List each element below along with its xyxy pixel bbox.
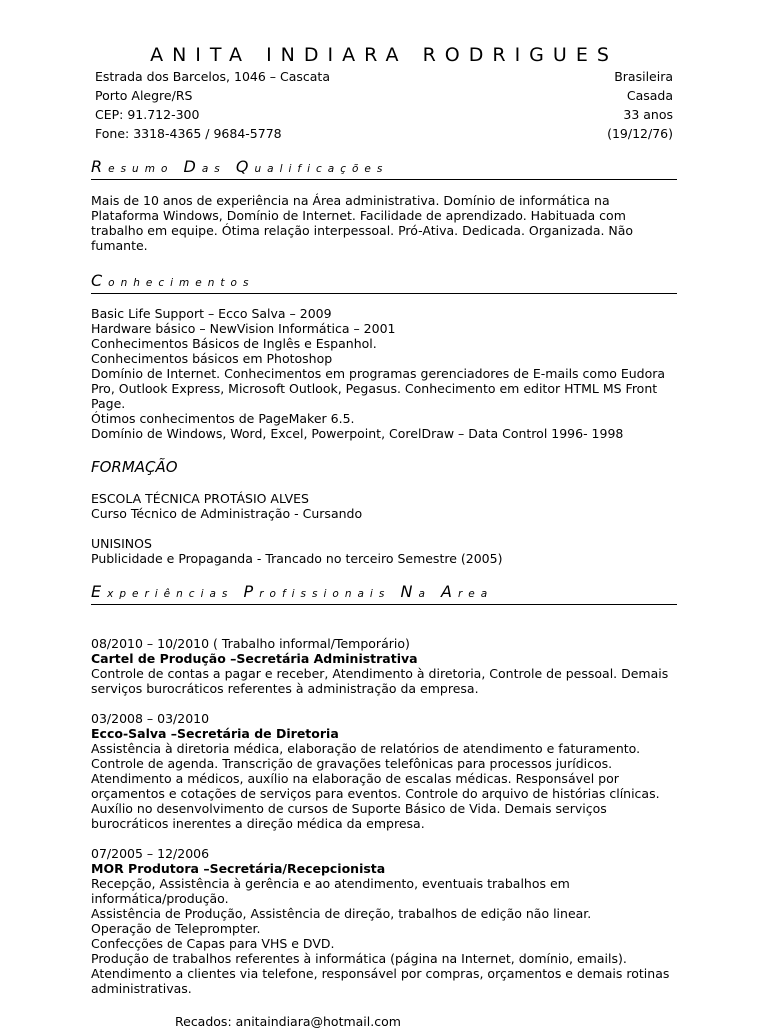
list-item: Domínio de Internet. Conhecimentos em programas gerenciadores de E-mails como Eudora Pro, Outlook Express, Microsoft Outlook, Pegasus. Conhecimento em editor HTML MS Front Page. [91, 366, 666, 411]
list-item: Conhecimentos básicos em Photoshop [91, 351, 333, 366]
job-title: Ecco-Salva –Secretária de Diretoria [91, 726, 339, 741]
section-heading-formacao: FORMAÇÃO [91, 458, 178, 476]
job-description-line: Operação de Teleprompter. [91, 921, 261, 936]
list-item: Ótimos conhecimentos de PageMaker 6.5. [91, 411, 355, 426]
section-heading-experiencias: Experiências Profissionais Na Area [91, 583, 677, 605]
cep-line: CEP: 91.712-300 [95, 107, 200, 122]
job-description-line: Assistência de Produção, Assistência de direção, trabalhos de edição não linear. [91, 906, 592, 921]
resumo-text: Mais de 10 anos de experiência na Área administrativa. Domínio de informática na Plataforma Windows, Domínio de Internet. Facilidade de aprendizado. Habituada com trabalho em equipe. Ótima relação interpessoal. Pró-Ativa. Dedicada. Organizada. Não fumante. [91, 193, 634, 253]
address-line: Estrada dos Barcelos, 1046 – Cascata [95, 69, 330, 84]
job-description-line: Confecções de Capas para VHS e DVD. [91, 936, 335, 951]
experiencias-list [91, 636, 677, 996]
footer-contact: Recados: anitaindiara@hotmail.com [175, 1014, 401, 1029]
school-name: ESCOLA TÉCNICA PROTÁSIO ALVES [91, 491, 309, 506]
list-item: Hardware básico – NewVision Informática – 2001 [91, 321, 396, 336]
job-description-line: Recepção, Assistência à gerência e ao atendimento, eventuais trabalhos em informática/produção. [91, 876, 570, 906]
section-heading-conhecimentos: Conhecimentos [91, 272, 677, 294]
school-name: UNISINOS [91, 536, 152, 551]
birth-date: (19/12/76) [607, 126, 673, 141]
job-period: 07/2005 – 12/2006 [91, 846, 210, 861]
job-title: MOR Produtora –Secretária/Recepcionista [91, 861, 386, 876]
job-period: 08/2010 – 10/2010 ( Trabalho informal/Temporário) [91, 636, 410, 651]
course-name: Curso Técnico de Administração - Cursando [91, 506, 363, 521]
list-item: Domínio de Windows, Word, Excel, Powerpoint, CorelDraw – Data Control 1996- 1998 [91, 426, 624, 441]
formacao-list [91, 491, 677, 566]
city-line: Porto Alegre/RS [95, 88, 193, 103]
marital-status: Casada [626, 88, 673, 103]
candidate-name: ANITA INDIARA RODRIGUES [150, 44, 618, 66]
job-description: Assistência à diretoria médica, elaboração de relatórios de atendimento e faturamento. Controle de agenda. Transcrição de gravações telefônicas para processos jurídicos. Atendimento a médicos, auxílio na elaboração de escalas médicas. Responsável por orçamentos e cotações de serviços para eventos. Controle do arquivo de histórias clínicas. Auxílio no desenvolvimento de cursos de Suporte Básico de Vida. Demais serviços burocráticos inerentes a direção médica da empresa. [91, 741, 660, 831]
job-title: Cartel de Produção –Secretária Administrativa [91, 651, 418, 666]
address-block [95, 67, 330, 143]
conhecimentos-list [91, 306, 677, 441]
nationality: Brasileira [614, 69, 673, 84]
phone-line: Fone: 3318-4365 / 9684-5778 [95, 126, 282, 141]
list-item: Basic Life Support – Ecco Salva – 2009 [91, 306, 332, 321]
age: 33 anos [623, 107, 673, 122]
job-period: 03/2008 – 03/2010 [91, 711, 210, 726]
personal-info-block [607, 67, 673, 143]
job-description-line: Produção de trabalhos referentes à informática (página na Internet, domínio, emails). [91, 951, 627, 966]
section-heading-resumo: Resumo Das Qualificações [91, 158, 677, 180]
job-description-line: Atendimento a clientes via telefone, responsável por compras, orçamentos e demais rotinas administrativas. [91, 966, 670, 996]
job-description: Controle de contas a pagar e receber, Atendimento à diretoria, Controle de pessoal. Demais serviços burocráticos referentes à administração da empresa. [91, 666, 669, 696]
list-item: Conhecimentos Básicos de Inglês e Espanhol. [91, 336, 377, 351]
course-name: Publicidade e Propaganda - Trancado no terceiro Semestre (2005) [91, 551, 503, 566]
